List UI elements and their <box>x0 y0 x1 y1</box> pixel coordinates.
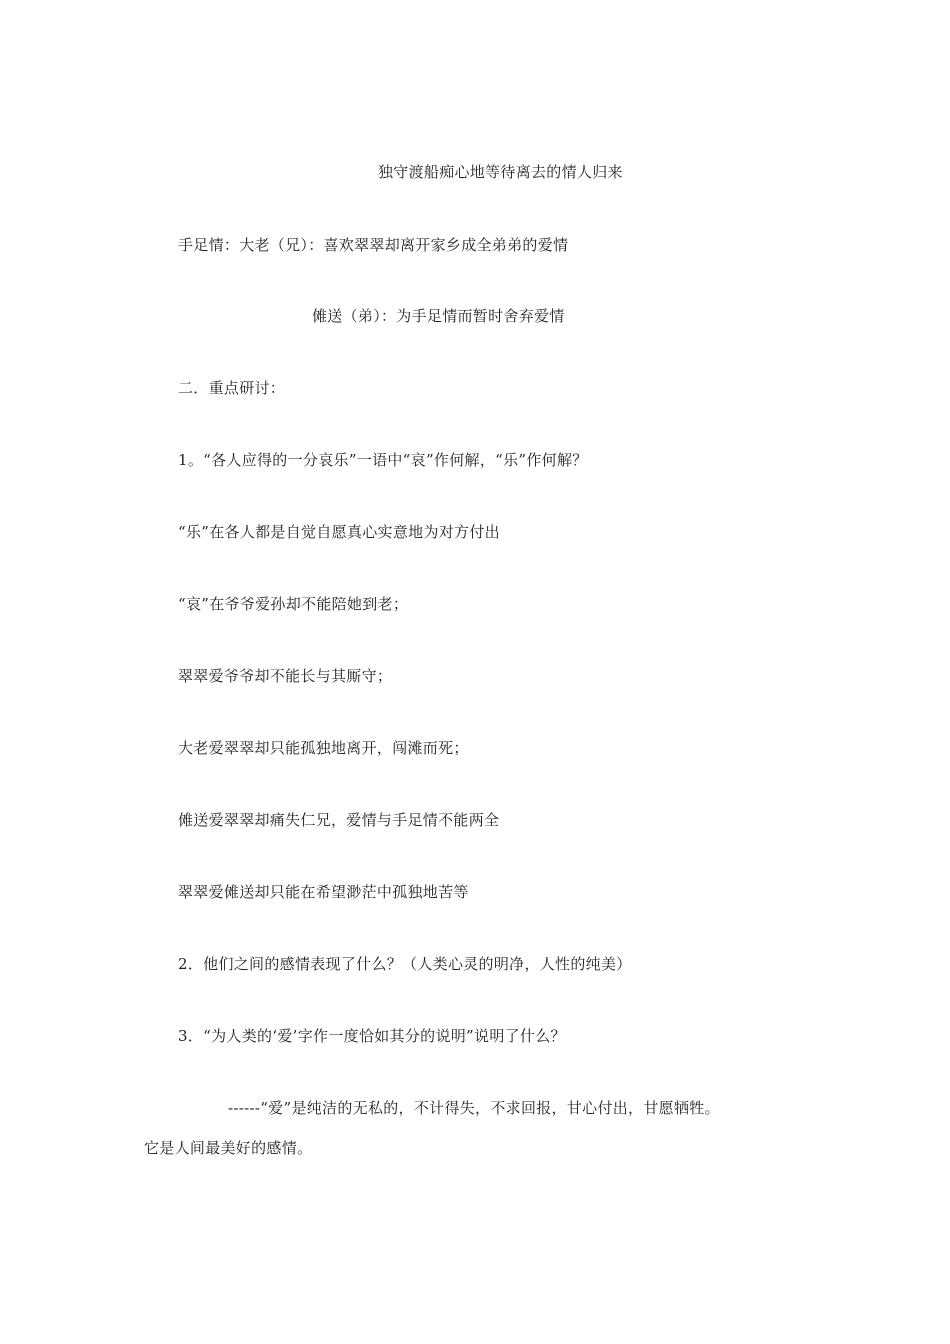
section-heading-key-discussion: 二．重点研讨： <box>178 379 286 397</box>
answer-sorrow-waiting: 翠翠爱傩送却只能在希望渺茫中孤独地苦等 <box>178 883 469 901</box>
question-1: 1。“各人应得的一分哀乐”一语中“哀”作何解，“乐”作何解？ <box>178 451 588 469</box>
text-line-waiting-lover: 独守渡船痴心地等待离去的情人归来 <box>378 163 623 181</box>
answer-sorrow-nuosong: 傩送爱翠翠却痛失仁兄，爱情与手足情不能两全 <box>178 811 500 829</box>
answer-sorrow-elder: 大老爱翠翠却只能孤独地离开，闯滩而死； <box>178 739 469 757</box>
text-line-brotherhood-younger: 傩送（弟）：为手足情而暂时舍弃爱情 <box>312 307 565 325</box>
question-3: 3．“为人类的‘爱’字作一度恰如其分的说明”说明了什么？ <box>178 1027 566 1045</box>
answer-love-definition: ------“爱”是纯洁的无私的，不计得失，不求回报，甘心付出，甘愿牺牲。 <box>228 1099 720 1117</box>
answer-love-conclusion: 它是人间最美好的感情。 <box>144 1139 313 1157</box>
answer-sorrow-grandpa: “哀”在爷爷爱孙却不能陪她到老； <box>178 595 409 613</box>
question-2: 2．他们之间的感情表现了什么？（人类心灵的明净，人性的纯美） <box>178 955 632 973</box>
answer-joy: “乐”在各人都是自觉自愿真心实意地为对方付出 <box>178 523 500 541</box>
answer-sorrow-cuicui: 翠翠爱爷爷却不能长与其厮守； <box>178 667 393 685</box>
text-line-brotherhood-elder: 手足情：大老（兄）：喜欢翠翠却离开家乡成全弟弟的爱情 <box>178 236 569 254</box>
